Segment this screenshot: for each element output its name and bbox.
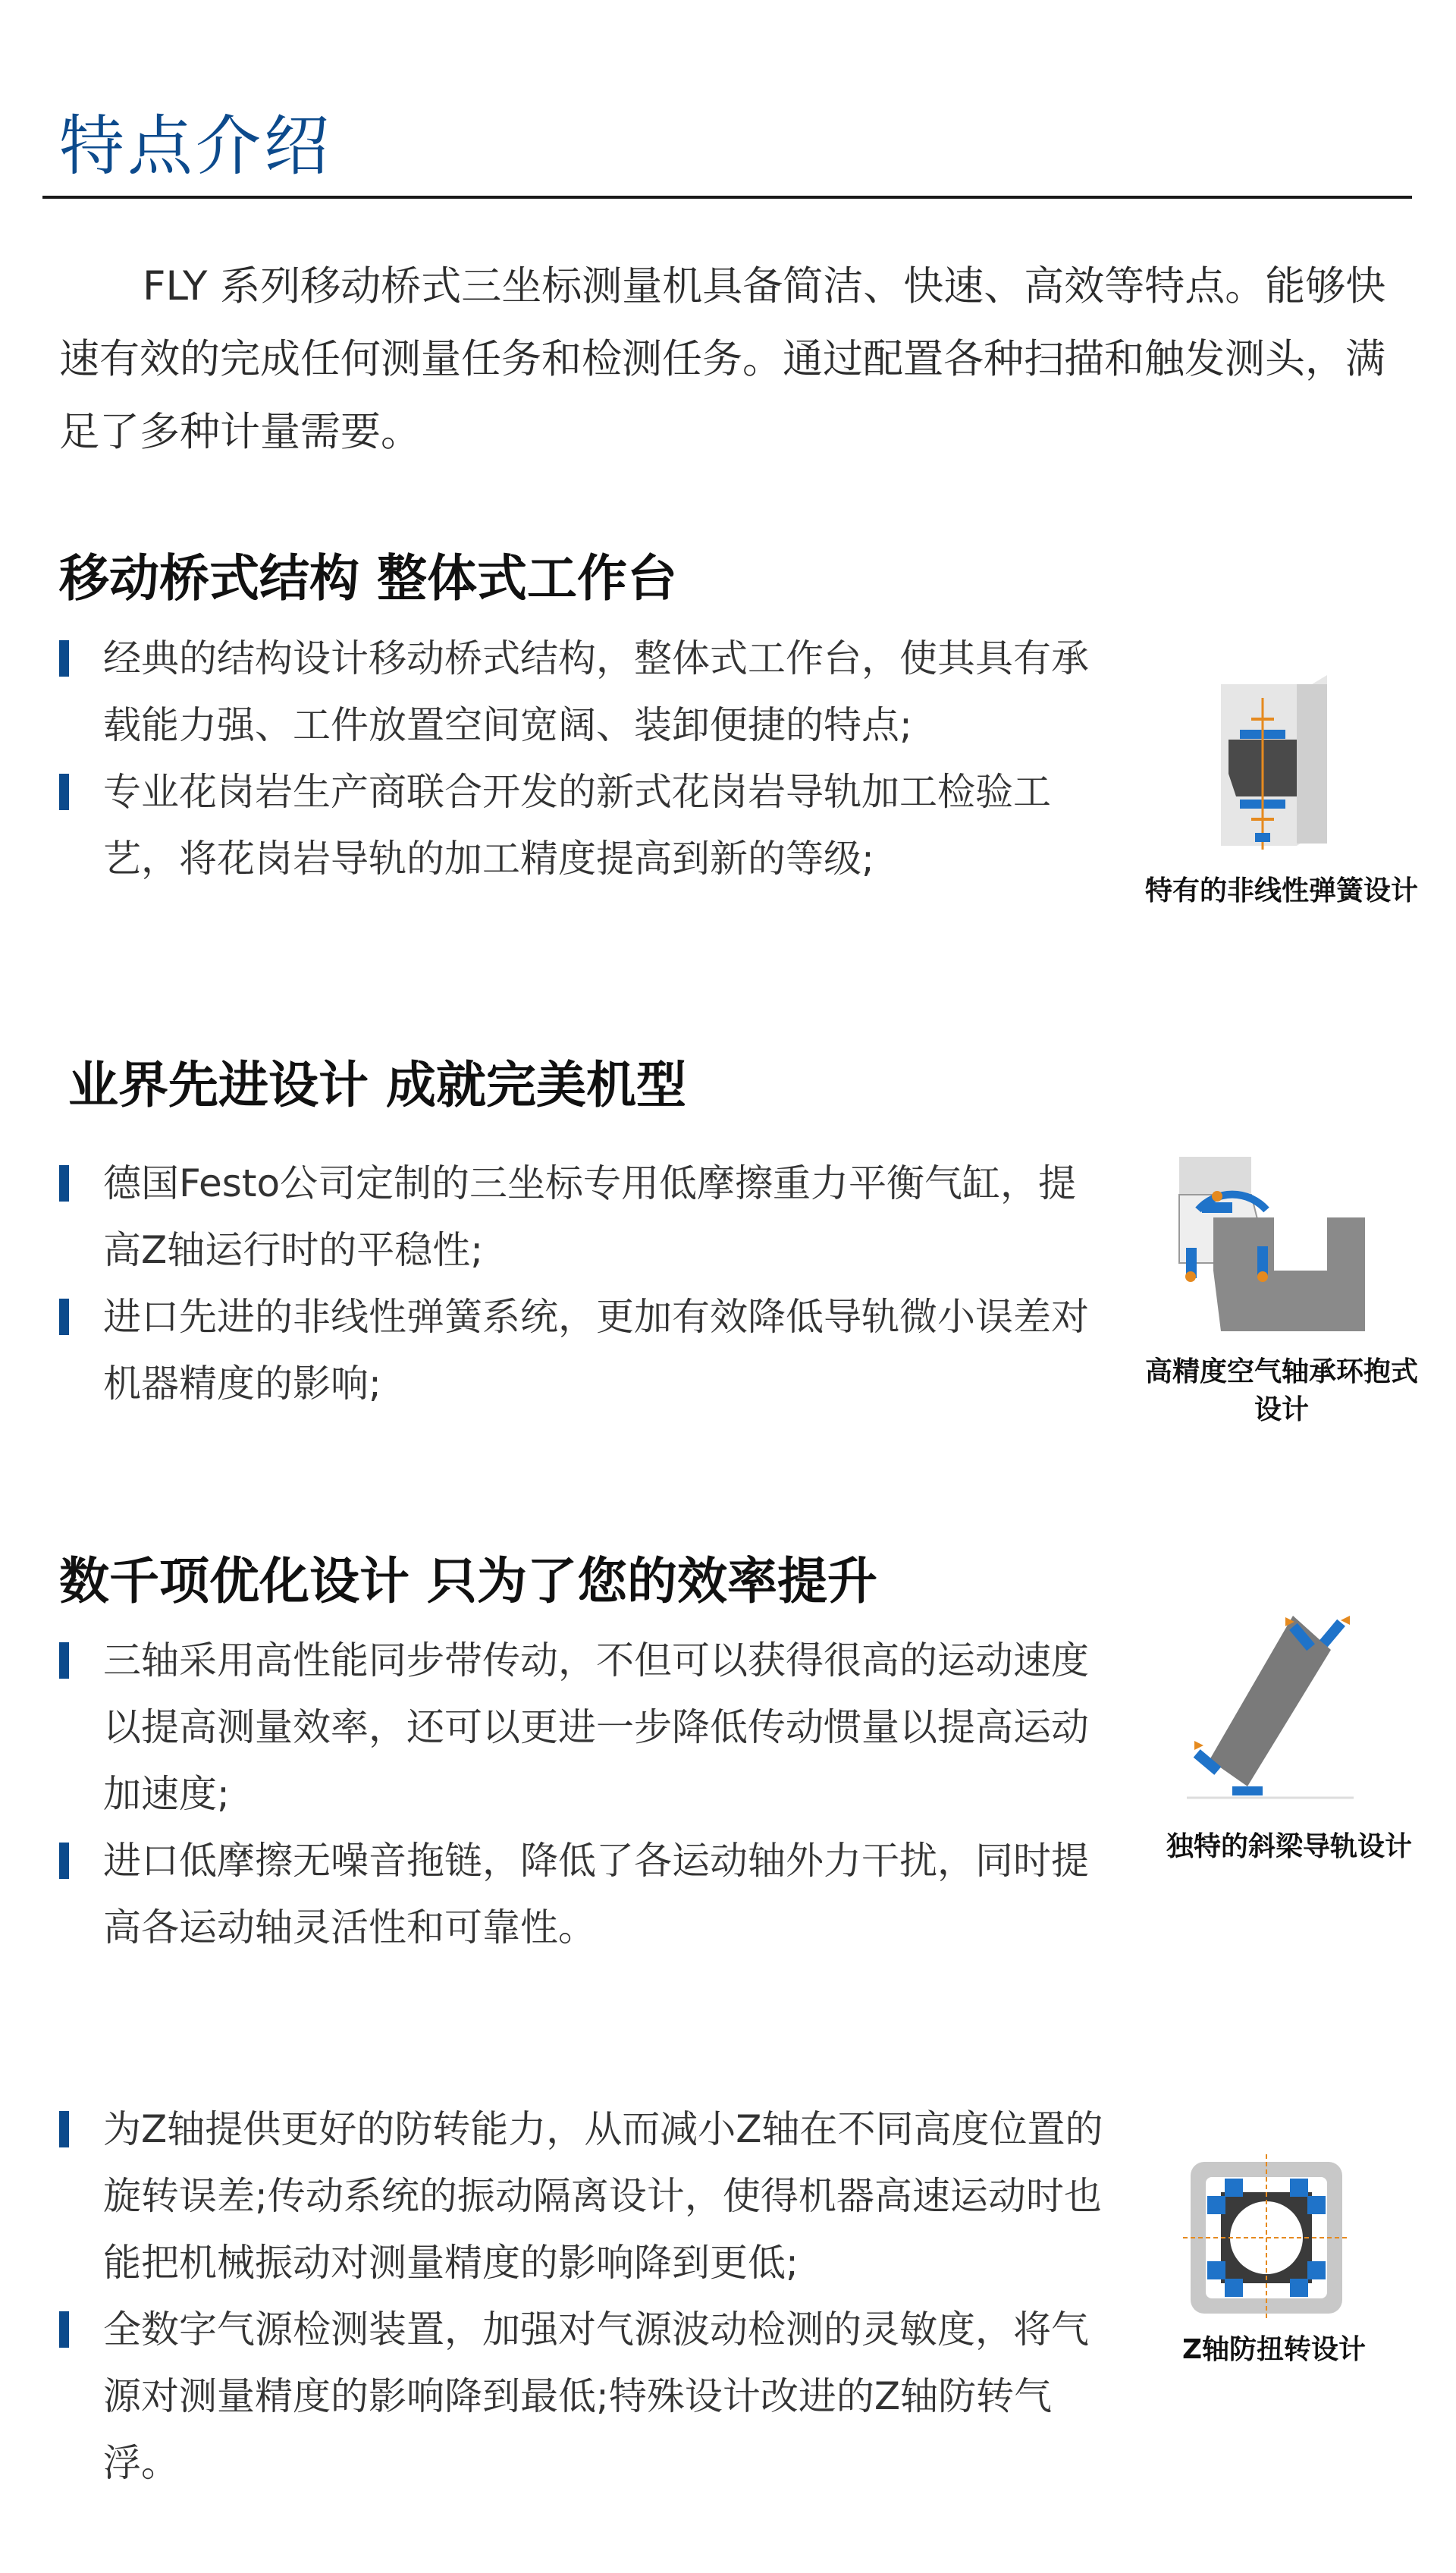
section-4-bullet-1: 为Z轴提供更好的防转能力，从而减小Z轴在不同高度位置的旋转误差;传动系统的振动隔离设计，使得机器高速运动时也能把机械振动对测量精度的影响降到更低; — [59, 2096, 1121, 2296]
section-4-caption: Z轴防扭转设计 — [1181, 2334, 1367, 2365]
section-3-caption: 独特的斜梁导轨设计 — [1166, 1831, 1412, 1862]
section-1-bullet-2: 专业花岗岩生产商联合开发的新式花岗岩导轨加工检验工艺，将花岗岩导轨的加工精度提高到新的等级; — [59, 759, 1106, 892]
section-2-bullet-1: 德国Festo公司定制的三坐标专用低摩擦重力平衡气缸，提高Z轴运行时的平稳性; — [59, 1150, 1106, 1283]
inclined-beam-diagram-icon — [1179, 1608, 1361, 1805]
intro-paragraph: FLY 系列移动桥式三坐标测量机具备简洁、快速、高效等特点。能够快速有效的完成任何测量任务和检测任务。通过配置各种扫描和触发测头，满足了多种计量需要。 — [59, 263, 1386, 455]
section-1-heading: 移动桥式结构 整体式工作台 — [59, 549, 677, 608]
section-4-bullet-2: 全数字气源检测装置，加强对气源波动检测的灵敏度，将气源对测量精度的影响降到最低;特殊设计改进的Z轴防转气浮。 — [59, 2296, 1121, 2496]
section-3-bullet-1: 三轴采用高性能同步带传动，不但可以获得很高的运动速度以提高测量效率，还可以更进一步降低传动惯量以提高运动加速度; — [59, 1627, 1106, 1827]
section-4-bullets — [59, 2096, 1121, 2496]
section-2-caption: 高精度空气轴承环抱式设计 — [1144, 1356, 1418, 1425]
title-divider — [42, 196, 1412, 199]
z-axis-anti-twist-diagram-icon — [1183, 2154, 1350, 2321]
nonlinear-spring-diagram-icon — [1198, 675, 1350, 865]
section-2-heading: 业界先进设计 成就完美机型 — [68, 1056, 686, 1114]
section-3-bullets — [59, 1627, 1106, 1961]
air-bearing-diagram-icon — [1168, 1157, 1365, 1339]
section-1-bullet-1: 经典的结构设计移动桥式结构，整体式工作台，使其具有承载能力强、工件放置空间宽阔、装卸便捷的特点; — [59, 625, 1106, 759]
section-2-bullet-2: 进口先进的非线性弹簧系统，更加有效降低导轨微小误差对机器精度的影响; — [59, 1283, 1106, 1417]
section-1-caption: 特有的非线性弹簧设计 — [1144, 875, 1418, 906]
section-2-bullets — [59, 1150, 1106, 1417]
page-title: 特点介绍 — [59, 108, 332, 184]
section-3-bullet-2: 进口低摩擦无噪音拖链，降低了各运动轴外力干扰，同时提高各运动轴灵活性和可靠性。 — [59, 1827, 1106, 1961]
section-1-bullets — [59, 625, 1106, 892]
section-3-heading: 数千项优化设计 只为了您的效率提升 — [59, 1552, 877, 1610]
